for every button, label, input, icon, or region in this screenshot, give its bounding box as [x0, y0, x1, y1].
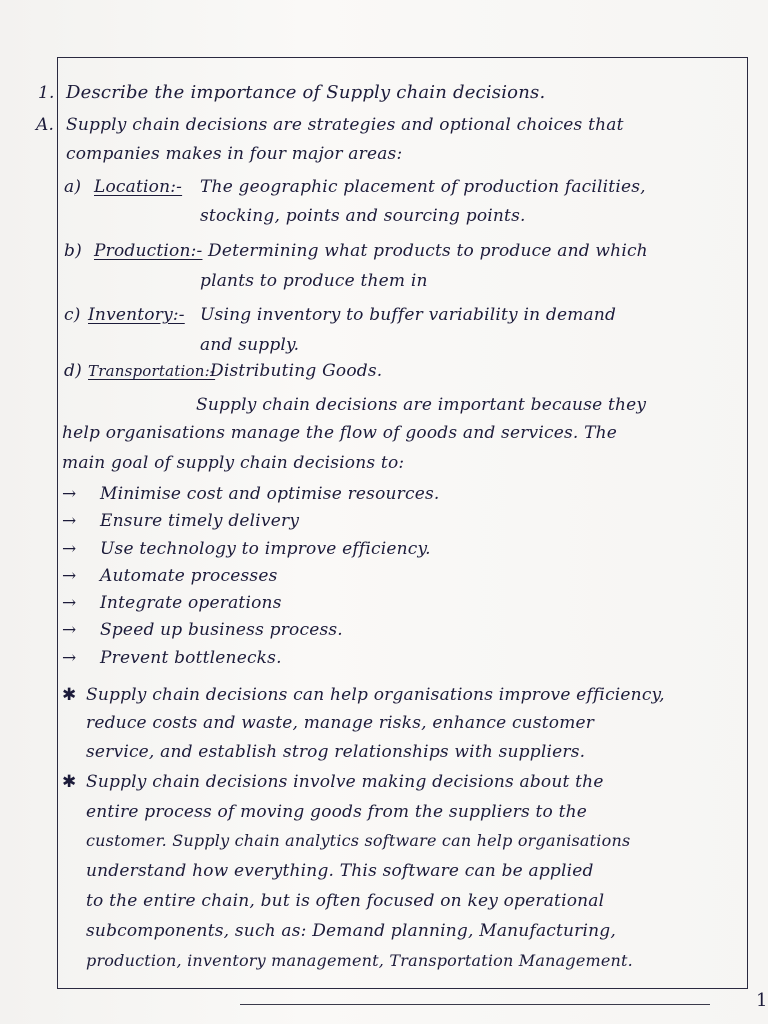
bottom-rule [240, 1004, 710, 1005]
answer-intro-line-2: companies makes in four major areas: [66, 144, 403, 164]
point-line: entire process of moving goods from the suppliers to the [86, 802, 588, 822]
arrow-icon: → [62, 620, 77, 640]
area-prefix: d) [64, 361, 82, 381]
point-line: Supply chain decisions involve making decisions about the [86, 772, 604, 792]
area-prefix: c) [64, 305, 81, 325]
area-term-location: Location:- [94, 177, 183, 197]
arrow-icon: → [62, 593, 77, 613]
answer-marker: A. [36, 115, 55, 135]
area-term-inventory: Inventory:- [88, 305, 185, 325]
point-line: production, inventory management, Transportation Management. [86, 951, 633, 970]
area-desc-line: plants to produce them in [200, 271, 428, 291]
area-desc-line: stocking, points and sourcing points. [200, 206, 526, 226]
asterisk-icon: ✱ [62, 685, 77, 705]
area-desc-line: Using inventory to buffer variability in demand [200, 305, 617, 325]
point-line: Supply chain decisions can help organisations improve efficiency, [86, 685, 665, 705]
goal-item: Integrate operations [100, 593, 282, 613]
goal-item: Speed up business process. [100, 620, 343, 640]
goal-item: Ensure timely delivery [100, 511, 300, 531]
page-corner-mark: 1 [756, 990, 768, 1011]
point-line: reduce costs and waste, manage risks, enhance customer [86, 713, 595, 733]
paragraph-line: Supply chain decisions are important because they [196, 395, 647, 415]
area-desc-line: and supply. [200, 335, 300, 355]
question-number: 1. [38, 83, 55, 103]
paragraph-line: main goal of supply chain decisions to: [62, 453, 405, 473]
goal-item: Prevent bottlenecks. [100, 648, 282, 668]
answer-intro-line-1: Supply chain decisions are strategies and optional choices that [66, 115, 624, 135]
area-desc-line: Distributing Goods. [210, 361, 383, 381]
goal-item: Use technology to improve efficiency. [100, 539, 431, 559]
paragraph-line: help organisations manage the flow of goods and services. The [62, 423, 618, 443]
point-line: service, and establish strog relationships with suppliers. [86, 742, 586, 762]
point-line: to the entire chain, but is often focused on key operational [86, 891, 605, 911]
area-prefix: a) [64, 177, 82, 197]
area-desc-line: The geographic placement of production facilities, [200, 177, 646, 197]
area-term-transportation: Transportation:- [88, 362, 216, 380]
arrow-icon: → [62, 648, 77, 668]
arrow-icon: → [62, 484, 77, 504]
arrow-icon: → [62, 511, 77, 531]
area-prefix: b) [64, 241, 82, 261]
question-text: Describe the importance of Supply chain decisions. [66, 82, 546, 103]
arrow-icon: → [62, 566, 77, 586]
point-line: understand how everything. This software can be applied [86, 861, 594, 881]
area-term-production: Production:- [94, 241, 203, 261]
goal-item: Minimise cost and optimise resources. [100, 484, 440, 504]
point-line: subcomponents, such as: Demand planning, Manufacturing, [86, 921, 616, 941]
arrow-icon: → [62, 539, 77, 559]
point-line: customer. Supply chain analytics software can help organisations [86, 831, 631, 850]
goal-item: Automate processes [100, 566, 278, 586]
area-desc-line: Determining what products to produce and which [208, 241, 648, 261]
asterisk-icon: ✱ [62, 772, 77, 792]
